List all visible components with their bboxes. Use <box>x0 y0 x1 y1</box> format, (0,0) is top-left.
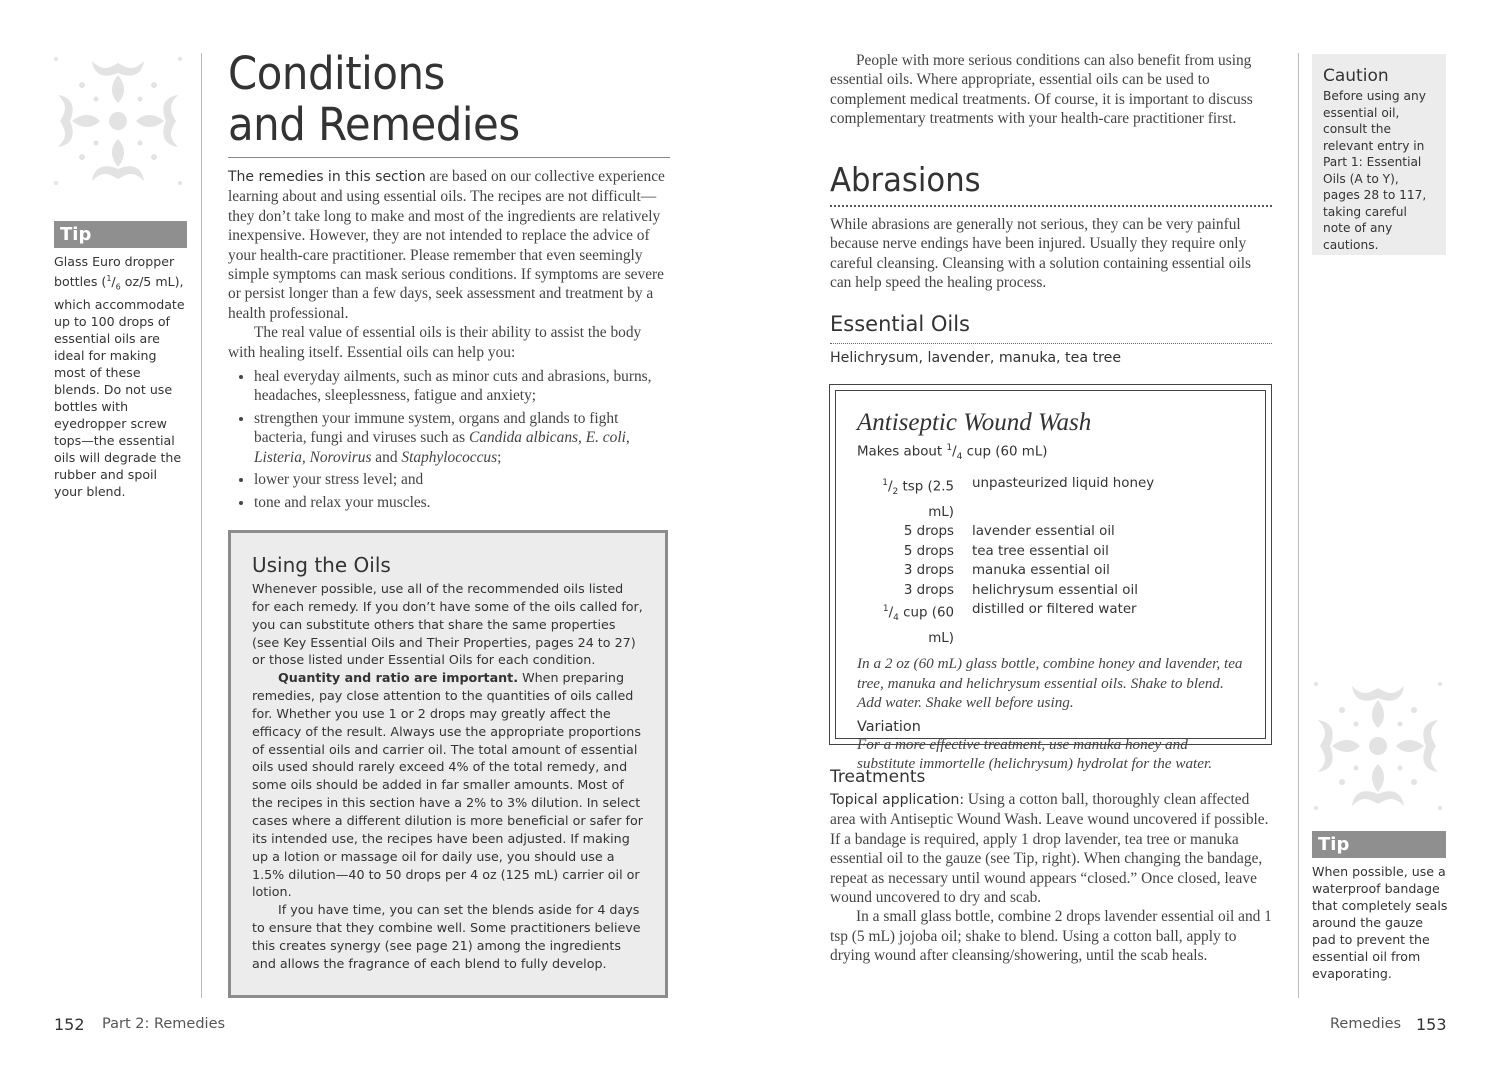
right-intro-text <box>830 51 1270 129</box>
ingredient-row <box>857 522 1243 542</box>
list-item: • lower your stress level; and <box>254 470 670 489</box>
ingredient-quantity: 5 drops <box>903 543 954 559</box>
intro-lead-in: The remedies in this section <box>228 169 426 185</box>
recipe-title: Antiseptic Wound Wash <box>857 409 1092 436</box>
using-the-oils-title: Using the Oils <box>252 553 391 577</box>
page-number-left: 152 <box>54 1015 85 1034</box>
page-title-line-2: and Remedies <box>228 98 520 151</box>
ingredient-quantity: $^1/_2$ tsp (2.5 mL) <box>882 478 954 520</box>
tip-text-start: Glass Euro dropper bottles ( <box>54 254 175 290</box>
list-item-italic: Staphylococcus <box>401 448 498 466</box>
fraction-numerator: 1 <box>882 478 888 489</box>
ingredient-name: manuka essential oil <box>972 563 1110 579</box>
recipe-yield-text: cup (60 mL) <box>962 444 1048 460</box>
abrasions-title: Abrasions <box>830 160 981 199</box>
list-item <box>254 409 670 467</box>
list-item: • tone and relax your muscles. <box>254 493 670 512</box>
ingredient-name: helichrysum essential oil <box>972 582 1138 598</box>
variation-heading: Variation <box>857 718 921 735</box>
fraction-denominator: 4 <box>956 452 963 463</box>
treatments-text <box>830 790 1272 966</box>
decorative-ornament-icon <box>1312 680 1444 812</box>
list-item-italic: Candida albicans, E. coli, Listeria, Norovirus <box>254 429 630 466</box>
recipe-box <box>835 390 1266 773</box>
ingredient-name: distilled or filtered water <box>972 602 1137 618</box>
fraction-denominator: 6 <box>115 282 121 292</box>
list-item-text: ; <box>497 448 502 466</box>
running-footer-right: Remedies <box>1330 1016 1402 1032</box>
essential-oils-list: Helichrysum, lavender, manuka, tea tree <box>830 350 1122 366</box>
caution-heading: Caution <box>1323 66 1389 86</box>
intro-paragraph-1 <box>228 167 670 323</box>
title-rule <box>228 157 670 158</box>
fraction-denominator: 2 <box>892 487 899 498</box>
page-title-line-1: Conditions <box>228 47 445 100</box>
ingredient-quantity-text: tsp (2.5 mL) <box>898 479 954 520</box>
using-paragraph-1: Whenever possible, use all of the recommended oils listed for each remedy. If you don’t have some of the oils called for, you can substitute others that share the same properties (see Key Essential Oils and Their Properties, pages 24 to 27) or those listed under Essential Oils for each condition. <box>252 581 643 668</box>
using-paragraph-2-lead: Quantity and ratio are important. <box>278 670 519 686</box>
intro-text <box>228 167 670 515</box>
benefits-list <box>228 367 670 512</box>
ingredient-quantity-text: cup (60 mL) <box>898 605 954 646</box>
treatments-paragraph-2: In a small glass bottle, combine 2 drops lavender essential oil and 1 tsp (5 mL) jojoba oil; shake to blend. Using a cotton ball, apply to drying wound after cleansing/showering, until the scab heals. <box>830 908 1272 965</box>
tip-heading-right: Tip <box>1312 831 1446 858</box>
ingredient-row <box>857 474 1243 522</box>
treatments-heading: Treatments <box>830 767 926 787</box>
right-column-divider <box>1298 53 1299 998</box>
essential-oils-heading: Essential Oils <box>830 312 970 336</box>
ingredient-name: tea tree essential oil <box>972 543 1109 559</box>
recipe-yield: Makes about $^1/_4$ cup (60 mL) <box>857 443 1048 463</box>
ingredient-row <box>857 561 1243 581</box>
recipe-yield-text: Makes about <box>857 444 947 460</box>
intro-paragraph-2: The real value of essential oils is their ability to assist the body with healing itself. Essential oils can help you: <box>228 324 642 361</box>
using-the-oils-box <box>228 530 668 998</box>
ingredient-row <box>857 600 1243 648</box>
intro-body: are based on our collective experience learning about and using essential oils. The recipes are not difficult—they don’t take long to make and most of the ingredients are relatively inexpensive. However, they are not intended to replace the advice of your health-care practitioner. Please remember that even seemingly simple symptoms can mask serious conditions. If symptoms are severe or persist longer than a few days, seek assessment and treatment by a health professional. <box>228 168 665 322</box>
abrasions-text: While abrasions are generally not serious, they can be very painful because nerve endings have been injured. Usually they require only careful cleansing. Cleansing with a solution containing essential oils can help speed the healing process. <box>830 216 1252 292</box>
using-paragraph-2 <box>252 669 643 901</box>
list-item-text: and <box>371 448 402 466</box>
ingredient-quantity: 5 drops <box>903 524 954 540</box>
running-footer-left: Part 2: Remedies <box>102 1016 226 1032</box>
tip-text-end: oz/5 mL), which accommodate up to 100 drops of essential oils are ideal for making most of these blends. Do not use bottles with eyedropper screw tops—the essential oils will degrade the rubber and spoil your blend. <box>54 274 185 499</box>
tip-text-right: When possible, use a waterproof bandage that completely seals around the gauze pad to prevent the essential oil from evaporating. <box>1312 864 1448 981</box>
list-item: • heal everyday ailments, such as minor cuts and abrasions, burns, headaches, sleeplessness, fatigue and anxiety; <box>254 367 670 406</box>
essential-oils-rule <box>830 343 1272 344</box>
abrasions-rule <box>830 205 1272 207</box>
using-the-oils-text <box>252 580 643 973</box>
left-column-divider <box>201 53 202 998</box>
ingredient-row <box>857 581 1243 601</box>
ingredient-quantity: 3 drops <box>903 563 954 579</box>
fraction-denominator: 4 <box>893 613 899 624</box>
tip-heading: Tip <box>54 221 187 248</box>
treatments-body: Using a cotton ball, thoroughly clean affected area with Antiseptic Wound Wash. Leave wound uncovered if possible. If a bandage is required, apply 1 drop lavender, tea tree or manuka essential oil to the gauze (see Tip, right). When changing the bandage, repeat as necessary until wound appears “closed.” Once closed, leave wound uncovered to dry and scab. <box>830 791 1269 907</box>
using-paragraph-3: If you have time, you can set the blends aside for 4 days to ensure that they combine well. Some practitioners believe this creates synergy (see page 21) among the ingredients and allows the fragrance of each blend to fully develop. <box>252 902 641 971</box>
recipe-method: In a 2 oz (60 mL) glass bottle, combine honey and lavender, tea tree, manuka and helichrysum essential oils. Shake to blend. Add water. Shake well before using. <box>857 655 1243 712</box>
variation-text: For a more effective treatment, use manuka honey and substitute immortelle (helichrysum) hydrolat for the water. <box>857 735 1213 773</box>
treatments-paragraph-1 <box>830 790 1272 907</box>
ingredient-name: lavender essential oil <box>972 524 1115 540</box>
tip-text: Glass Euro dropper bottles ($^1/_6$ oz/5 mL), which accommodate up to 100 drops of essential oils are ideal for making most of these blends. Do not use bottles with eyedropper screw tops—the essential oils will degrade the rubber and spoil your blend. <box>54 254 185 499</box>
ingredient-row <box>857 542 1243 562</box>
page-title <box>228 48 637 150</box>
list-item-text: strengthen your immune system, organs and glands to fight bacteria, fungi and viruses such as <box>254 409 619 447</box>
fraction-numerator: 1 <box>106 274 112 283</box>
using-paragraph-2-body: When preparing remedies, pay close attention to the quantities of oils called for. Whether you use 1 or 2 drops may greatly affect the efficacy of the result. Always use the appropriate proportions of essential oils and carrier oil. The total amount of essential oils used should rarely exceed 4% of the total remedy, and some oils should be added in far smaller amounts. Most of the recipes in this section have a 2% to 3% dilution. In select cases where a different dilution is more beneficial or safer for its intended use, the recipes have been adjusted. If making up a lotion or massage oil for daily use, you should use a 1.5% dilution—40 to 50 drops per 4 oz (125 mL) carrier oil or lotion. <box>252 670 643 900</box>
caution-text: Before using any essential oil, consult the relevant entry in Part 1: Essential Oils (A to Y), pages 28 to 117, taking careful note of any cautions. <box>1323 89 1427 252</box>
ingredients-list <box>857 474 1243 648</box>
treatments-lead-in: Topical application: <box>830 792 965 808</box>
ingredient-name: unpasteurized liquid honey <box>972 476 1155 492</box>
page-number-right: 153 <box>1416 1015 1447 1034</box>
fraction-numerator: 1 <box>946 443 953 453</box>
caution-box <box>1312 54 1446 255</box>
fraction-numerator: 1 <box>882 604 889 615</box>
ingredient-quantity: 3 drops <box>903 582 954 598</box>
right-intro-paragraph: People with more serious conditions can also benefit from using essential oils. Where appropriate, essential oils can be used to complement medical treatments. Of course, it is important to discuss complementary treatments with your health-care practitioner first. <box>830 52 1253 128</box>
ingredient-quantity: $^1/_4$ cup (60 mL) <box>882 604 954 646</box>
decorative-ornament-icon <box>52 55 184 187</box>
